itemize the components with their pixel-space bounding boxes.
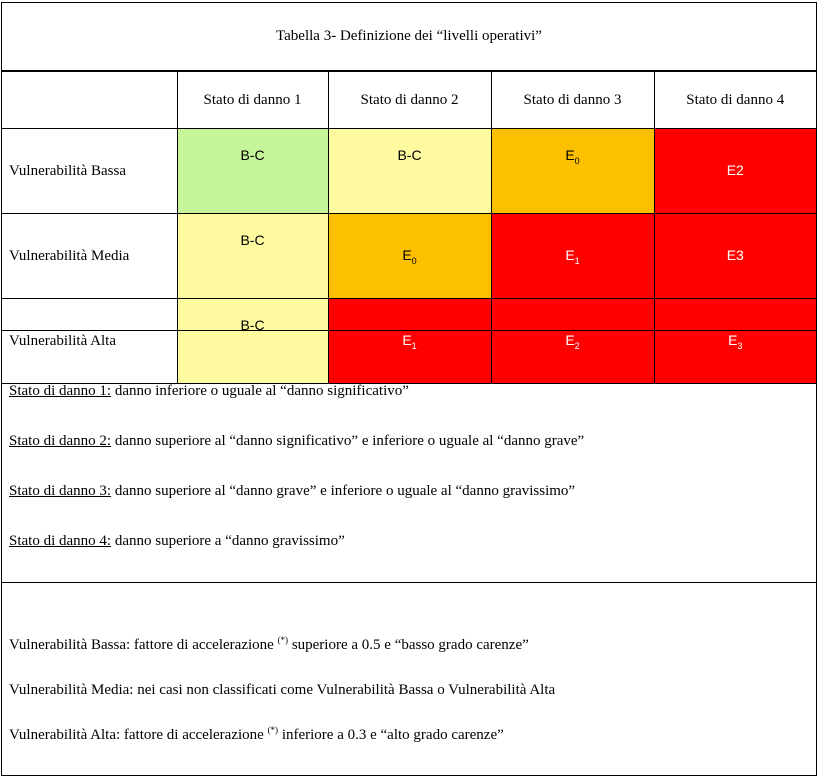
level-cell	[328, 214, 491, 299]
level-code: E	[565, 246, 575, 263]
definition-term: Stato di danno 4:	[9, 533, 112, 549]
definition-line	[9, 433, 584, 450]
level-cell	[654, 129, 816, 214]
level-code: E	[728, 331, 738, 348]
footnote-marker: (*)	[267, 725, 279, 735]
level-subscript: 1	[574, 255, 580, 266]
definition-term: Stato di danno 1:	[9, 383, 112, 399]
level-subscript: 2	[574, 340, 580, 351]
table-title: Tabella 3- Definizione dei “livelli operativi”	[2, 3, 816, 71]
row-label: Vulnerabilità Alta	[2, 299, 177, 384]
row-label: Vulnerabilità Media	[2, 214, 177, 299]
column-header: Stato di danno 3	[491, 72, 654, 129]
level-code: B-C	[240, 317, 265, 333]
header-row	[2, 72, 816, 129]
level-code: E	[565, 331, 575, 348]
level-code: E3	[726, 246, 744, 263]
column-header: Stato di danno 4	[654, 72, 816, 129]
level-cell	[654, 214, 816, 299]
vulnerability-line: Vulnerabilità Alta: fattore di accelerazione (*) inferiore a 0.3 e “alto grado carenze”	[9, 725, 504, 743]
level-cell	[328, 129, 491, 214]
row-label: Vulnerabilità Bassa	[2, 129, 177, 214]
damage-state-definitions	[2, 330, 816, 583]
level-cell	[491, 214, 654, 299]
level-code: E	[565, 147, 575, 163]
definition-text: danno superiore a “danno gravissimo”	[111, 533, 345, 549]
level-subscript: 3	[737, 340, 743, 351]
definition-line	[9, 483, 575, 500]
level-subscript: 0	[411, 255, 417, 266]
level-cell	[177, 129, 328, 214]
level-cell	[177, 214, 328, 299]
table-row	[2, 214, 816, 299]
level-subscript: 0	[574, 155, 580, 166]
definition-term: Stato di danno 3:	[9, 483, 112, 499]
definition-term: Stato di danno 2:	[9, 433, 112, 449]
level-code: E2	[726, 161, 744, 178]
column-header: Stato di danno 2	[328, 72, 491, 129]
footnote-marker: (*)	[277, 635, 289, 645]
definition-text: danno inferiore o uguale al “danno significativo”	[111, 383, 409, 399]
vulnerability-line: Vulnerabilità Bassa: fattore di accelerazione (*) superiore a 0.5 e “basso grado carenze”	[9, 635, 529, 653]
table-row	[2, 129, 816, 214]
header-corner	[2, 72, 177, 129]
column-header: Stato di danno 1	[177, 72, 328, 129]
level-code: E	[402, 246, 412, 263]
level-code: B-C	[240, 147, 265, 163]
level-code: B-C	[397, 147, 422, 163]
definition-text: danno superiore al “danno grave” e inferiore o uguale al “danno gravissimo”	[111, 483, 576, 499]
level-cell	[491, 129, 654, 214]
vulnerability-line: Vulnerabilità Media: nei casi non classificati come Vulnerabilità Bassa o Vulnerabilità Alta	[9, 682, 556, 698]
definition-line	[9, 383, 409, 400]
level-code: B-C	[240, 232, 265, 248]
level-code: E	[402, 331, 412, 348]
level-subscript: 1	[411, 340, 417, 351]
definition-text: danno superiore al “danno significativo” e inferiore o uguale al “danno grave”	[111, 433, 585, 449]
definition-line	[9, 533, 345, 550]
document-frame	[1, 2, 817, 776]
